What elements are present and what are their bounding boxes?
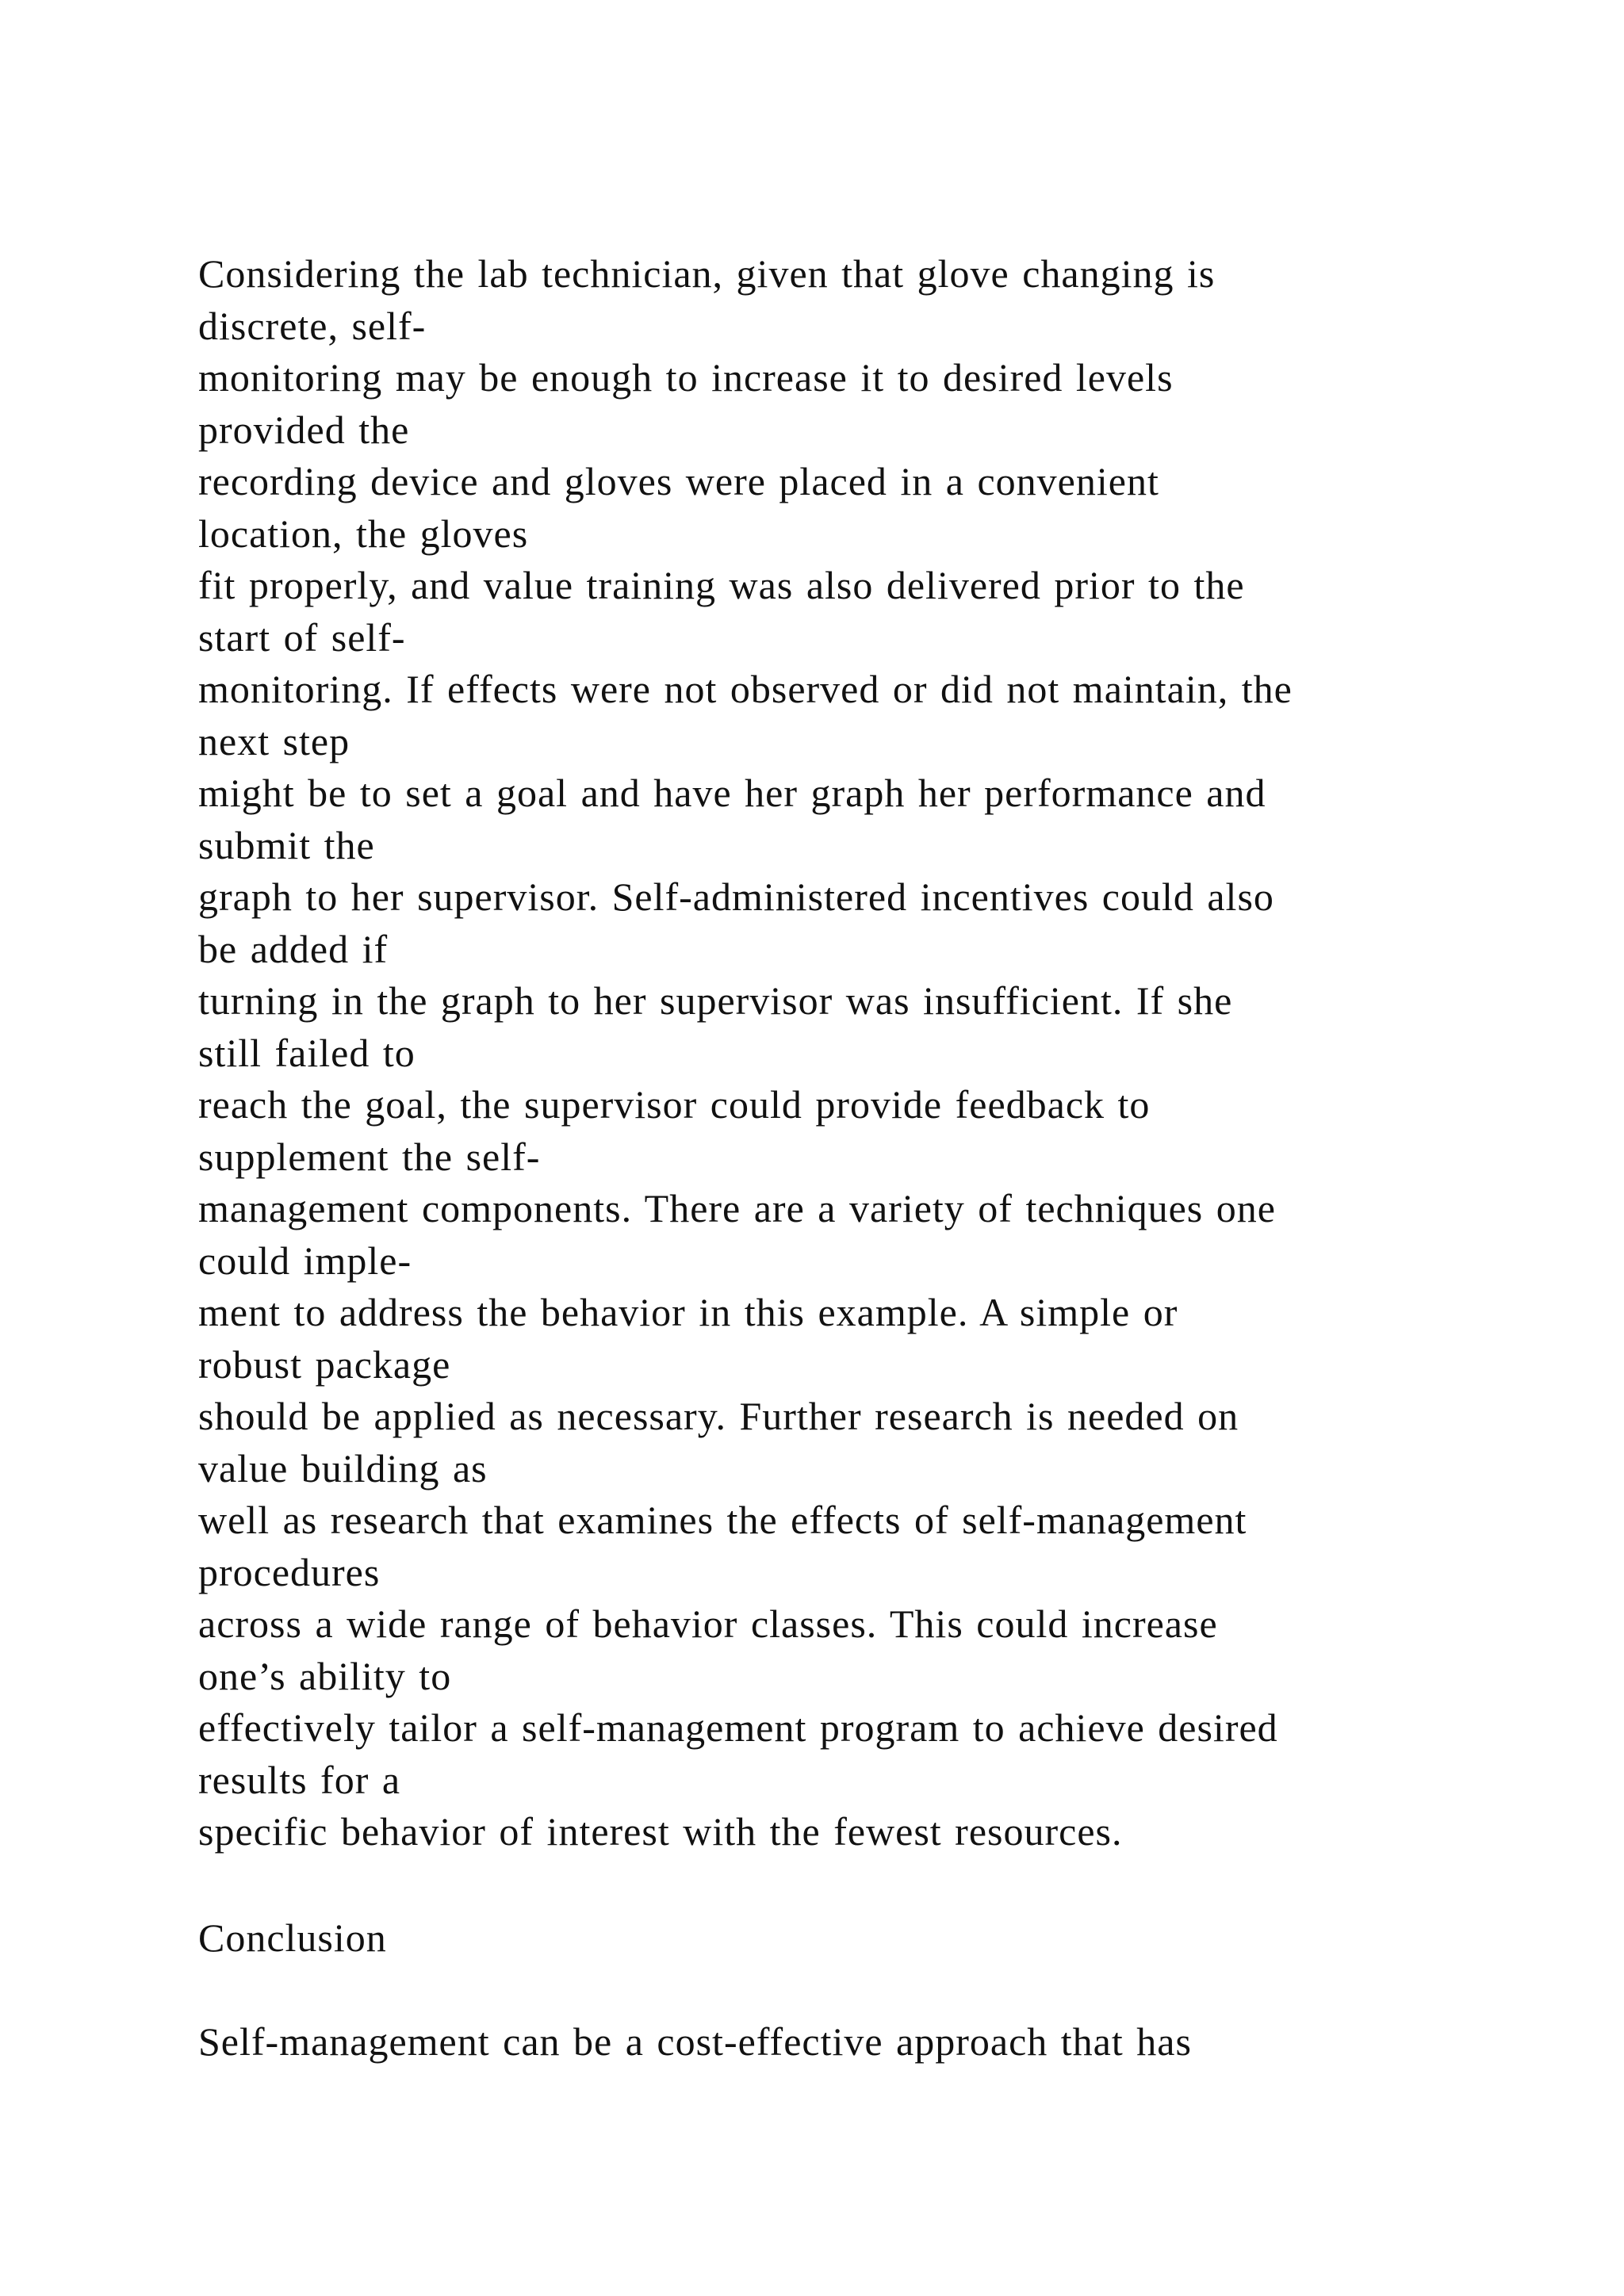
text-line: well as research that examines the effects of self-management xyxy=(198,1498,1247,1542)
text-line: still failed to xyxy=(198,1030,416,1075)
text-line: value building as xyxy=(198,1445,488,1490)
text-line: management components. There are a variety of techniques one xyxy=(198,1186,1276,1230)
text-line: monitoring may be enough to increase it to desired levels xyxy=(198,355,1174,400)
text-line: monitoring. If effects were not observed or did not maintain, the xyxy=(198,667,1293,711)
text-line: next step xyxy=(198,718,350,763)
text-line: be added if xyxy=(198,926,389,971)
text-line: provided the xyxy=(198,407,410,452)
text-line: one’s ability to xyxy=(198,1653,452,1698)
text-line: robust package xyxy=(198,1341,451,1387)
section-heading-conclusion: Conclusion xyxy=(198,1915,387,1960)
text-line: across a wide range of behavior classes. This could increase xyxy=(198,1601,1218,1646)
text-line: might be to set a goal and have her graph her performance and xyxy=(198,771,1266,815)
text-line: ment to address the behavior in this example. A simple or xyxy=(198,1290,1178,1334)
text-line: submit the xyxy=(198,822,375,867)
text-line: graph to her supervisor. Self-administered incentives could also xyxy=(198,874,1274,919)
text-line: specific behavior of interest with the fewest resources. xyxy=(198,1809,1123,1854)
body-paragraph xyxy=(198,248,1467,1858)
text-line: fit properly, and value training was also delivered prior to the xyxy=(198,563,1245,607)
text-line: location, the gloves xyxy=(198,511,529,556)
text-line: effectively tailor a self-management program to achieve desired xyxy=(198,1705,1278,1750)
text-line: start of self- xyxy=(198,614,406,660)
text-line: turning in the graph to her supervisor was insufficient. If she xyxy=(198,978,1233,1023)
text-line: supplement the self- xyxy=(198,1134,541,1179)
text-line: could imple- xyxy=(198,1238,412,1283)
text-line: procedures xyxy=(198,1549,381,1594)
text-line: discrete, self- xyxy=(198,303,427,348)
text-line: should be applied as necessary. Further research is needed on xyxy=(198,1394,1239,1438)
text-line: reach the goal, the supervisor could provide feedback to xyxy=(198,1082,1151,1127)
text-line: Considering the lab technician, given that glove changing is xyxy=(198,251,1216,296)
text-line: results for a xyxy=(198,1757,401,1802)
text-line: recording device and gloves were placed in a convenient xyxy=(198,459,1159,503)
conclusion-first-line: Self-management can be a cost-effective approach that has xyxy=(198,2019,1192,2064)
